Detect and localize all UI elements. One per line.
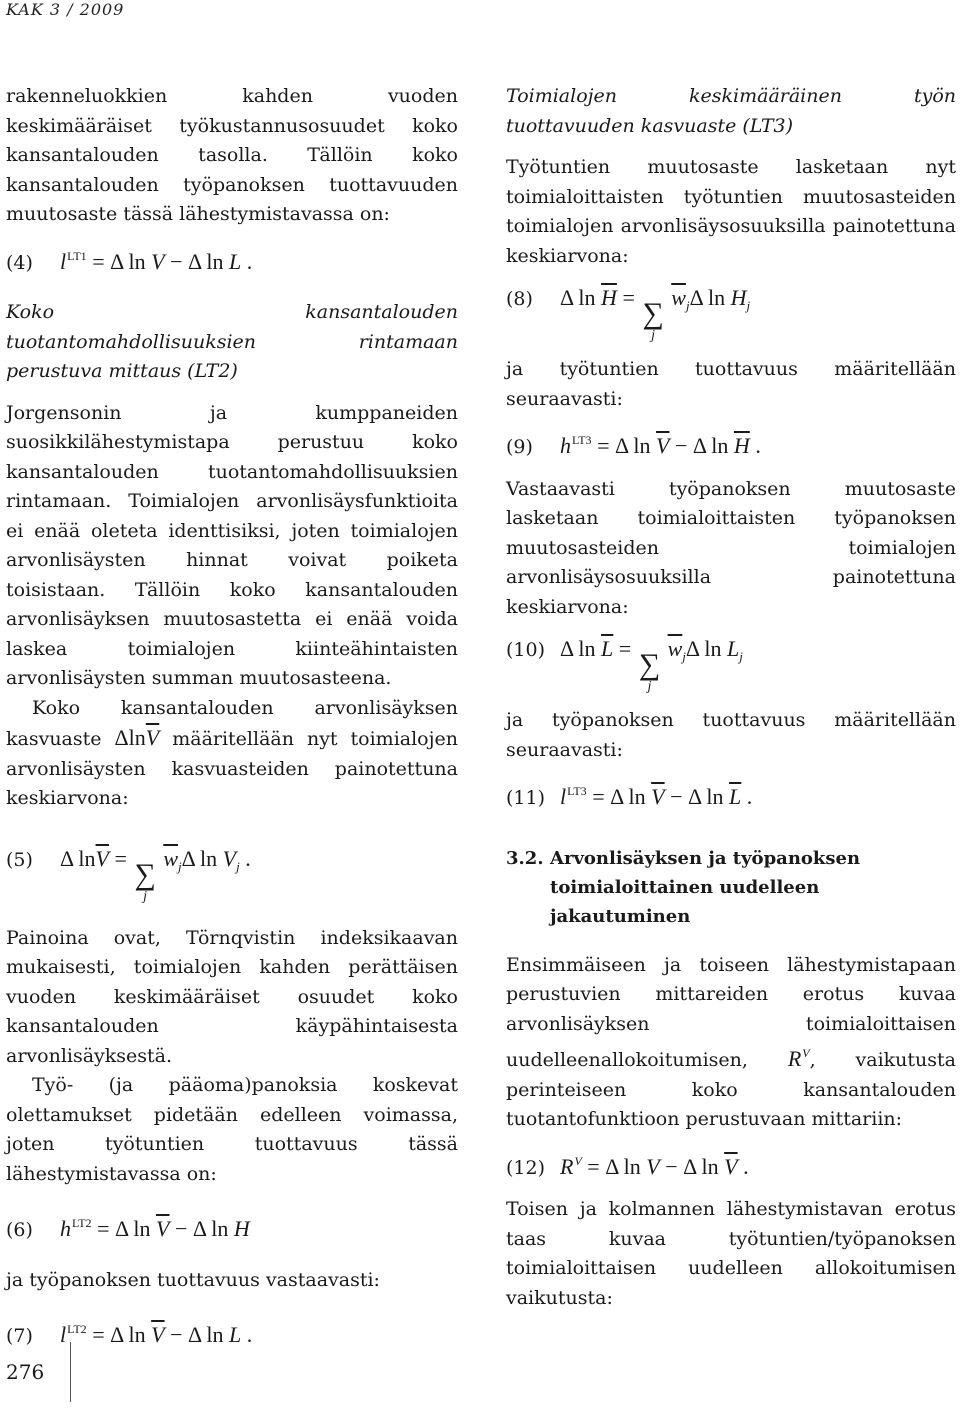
- running-header: KAK 3 / 2009: [6, 0, 125, 19]
- paragraph: Painoina ovat, Törnqvistin indeksikaavan mukaisesti, toimialojen kahden perättäisen vuoden keskimääräiset osuudet koko kansantalouden käypähintaisesta arvonlisäyksestä.: [6, 926, 458, 1067]
- paragraph: ja työpanoksen tuottavuus vastaavasti:: [6, 1268, 380, 1291]
- paragraph: Ensimmäiseen ja toiseen lähestymistapaan perustuvien mittareiden erotus kuvaa arvonlisäyksen toimialoittaisen uudelleenallokoitumisen, $R^V$, vaikutusta perinteiseen koko kansantalouden tuotantofunktioon perustuvaan mittariin:: [506, 953, 956, 1130]
- paragraph: Työtuntien muutosaste lasketaan nyt toimialoittaisten työtuntien muutosasteiden toimialojen arvonlisäysosuuksilla painotettuna keskiarvona:: [506, 156, 956, 267]
- equation-12: (12) $R^V = \Delta$ ln V − Δ $\ln \overline{V}$ .: [506, 1153, 749, 1179]
- left-column: [6, 82, 458, 1352]
- paragraph: Vastaavasti työpanoksen muutosaste lasketaan toimialoittaisten työpanoksen muutosasteiden toimialojen arvonlisäysosuuksilla painotettuna keskiarvona:: [506, 477, 956, 618]
- section-heading: 3.2. Arvonlisäyksen ja työpanoksen toimialoittainen uudelleen jakautuminen: [506, 847, 861, 927]
- subheading-lt2: Koko kansantalouden tuotantomahdollisuuksien rintamaan perustuva mittaus (LT2): [6, 301, 458, 382]
- equation-5: (5) Δ $\ln\overline{V}$ = ∑ j $\overline{w}_j\Delta$ $\ln V_j$ .: [6, 845, 251, 904]
- equation-7: (7) $l^{LT2} = \Delta$ $\ln \overline{V} - \Delta$ ln L .: [6, 1322, 253, 1347]
- equation-11: (11) $l^{LT3} = \Delta$ $\ln \overline{V} - \Delta$ $\ln \overline{L}$ .: [506, 784, 753, 809]
- equation-9: (9) $h^{LT3} = \Delta$ $\ln \overline{V} - \Delta$ $\ln \overline{H}$ .: [506, 433, 761, 458]
- paragraph: ja työpanoksen tuottavuus määritellään seuraavasti:: [506, 709, 956, 761]
- paragraph: rakenneluokkien kahden vuoden keskimääräiset työkustannusosuudet koko kansantalouden tasolla. Tällöin koko kansantalouden työpanoksen tuottavuuden muutosaste tässä lähestymistavassa on:: [6, 85, 458, 225]
- equation-10: (10) Δ $\ln \overline{L}$ = ∑ j $\overline{w}_j\Delta$ $\ln L_j$: [506, 636, 743, 694]
- paragraph: Koko kansantalouden arvonlisäyksen kasvuaste $\Delta\ln\overline{V}$ määritellään nyt toimialojen arvonlisäysten kasvuasteiden painotettuna keskiarvona:: [6, 696, 458, 809]
- footer-divider: [70, 1342, 71, 1402]
- paragraph: Työ- (ja pääoma)panoksia koskevat olettamukset pidetään edelleen voimassa, joten työtuntien tuottavuus tässä lähestymistavassa on:: [6, 1074, 458, 1185]
- equation-4: (4) $l^{LT1} = \Delta$ ln V − Δ ln L .: [6, 248, 253, 274]
- page-number: 276: [6, 1360, 45, 1384]
- paragraph: ja työtuntien tuottavuus määritellään seuraavasti:: [506, 358, 956, 410]
- right-column: [506, 82, 956, 1313]
- equation-8: (8) Δ $\ln \overline{H}$ = ∑ j $\overline{w}_j\Delta$ $\ln H_j$: [506, 285, 751, 343]
- subheading-lt3: Toimialojen keskimääräinen työn tuottavuuden kasvuaste (LT3): [506, 85, 956, 137]
- paragraph: Jorgensonin ja kumppaneiden suosikkilähestymistapa perustuu koko kansantalouden tuotantomahdollisuuksien rintamaan. Toimialojen arvonlisäysfunktioita ei enää oleteta identtisiksi, joten toimialojen arvonlisäysten hinnat voivat poiketa toisistaan. Tällöin koko kansantalouden arvonlisäyksen muutosastetta ei enää voida laskea toimialojen kiinteähintaisten arvonlisäysten summan muutosasteena.: [6, 401, 458, 689]
- equation-6: (6) $h^{LT2} = \Delta$ $\ln \overline{V} - \Delta$ ln H: [6, 1216, 250, 1241]
- paragraph: Toisen ja kolmannen lähestymistavan erotus taas kuvaa työtuntien/työpanoksen toimialoittaisen uudelleen allokoitumisen vaikutusta:: [506, 1198, 956, 1309]
